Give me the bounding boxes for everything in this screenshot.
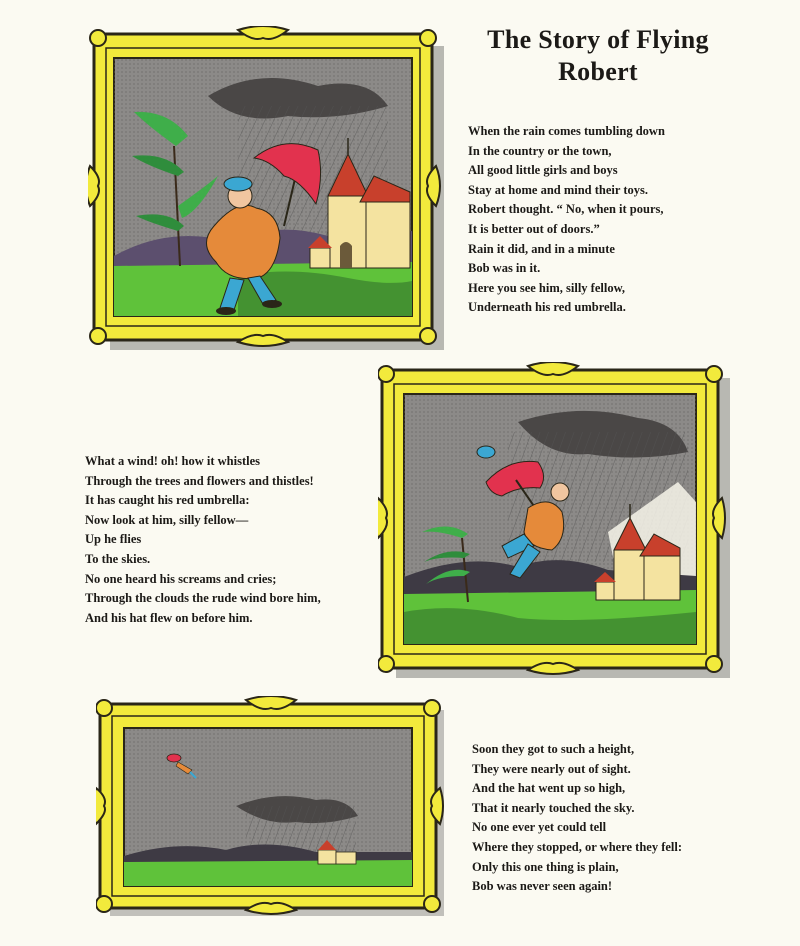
illustration-out-of-sight (96, 696, 444, 918)
verse-line: And his hat flew on before him. (85, 610, 253, 625)
verse-line: They were nearly out of sight. (472, 761, 631, 776)
verse-line: Up he flies (85, 532, 142, 547)
verse-line: To the skies. (85, 551, 151, 566)
verse-line: Only this one thing is plain, (472, 859, 619, 874)
verse-line: No one heard his screams and cries; (85, 571, 277, 586)
verse-line: Bob was never seen again! (472, 879, 613, 894)
title-line-2: Robert (558, 57, 638, 86)
verse-line: Where they stopped, or where they fell: (472, 839, 683, 854)
verse-line: Here you see him, silly fellow, (468, 280, 626, 295)
verse-line: All good little girls and boys (468, 163, 618, 178)
illustration-flying-in-wind (378, 362, 730, 680)
verse-line: Now look at him, silly fellow— (85, 512, 249, 527)
illustration-2-frame (378, 362, 730, 680)
verse-line: No one ever yet could tell (472, 820, 607, 835)
verse-line: Through the trees and flowers and thistles! (85, 473, 314, 488)
illustration-3-frame (96, 696, 444, 918)
verse-line: Bob was in it. (468, 261, 541, 276)
verse-line: It is better out of doors.” (468, 221, 600, 236)
verse-line: Robert thought. “ No, when it pours, (468, 202, 664, 217)
verse-line: Rain it did, and in a minute (468, 241, 615, 256)
verse-1 (468, 122, 665, 318)
verse-3 (472, 740, 682, 897)
verse-line: Through the clouds the rude wind bore him, (85, 591, 321, 606)
verse-line: In the country or the town, (468, 143, 612, 158)
verse-line: It has caught his red umbrella: (85, 493, 250, 508)
verse-line: What a wind! oh! how it whistles (85, 454, 261, 468)
verse-line: That it nearly touched the sky. (472, 800, 635, 815)
illustration-1-frame (88, 26, 444, 354)
illustration-walking-in-rain (88, 26, 444, 354)
verse-line: When the rain comes tumbling down (468, 124, 665, 138)
verse-2 (85, 452, 321, 628)
verse-line: Soon they got to such a height, (472, 742, 635, 756)
title-line-1: The Story of Flying (487, 25, 709, 54)
page-title (448, 24, 748, 88)
verse-line: Underneath his red umbrella. (468, 300, 626, 315)
verse-line: And the hat went up so high, (472, 781, 626, 796)
verse-line: Stay at home and mind their toys. (468, 182, 648, 197)
